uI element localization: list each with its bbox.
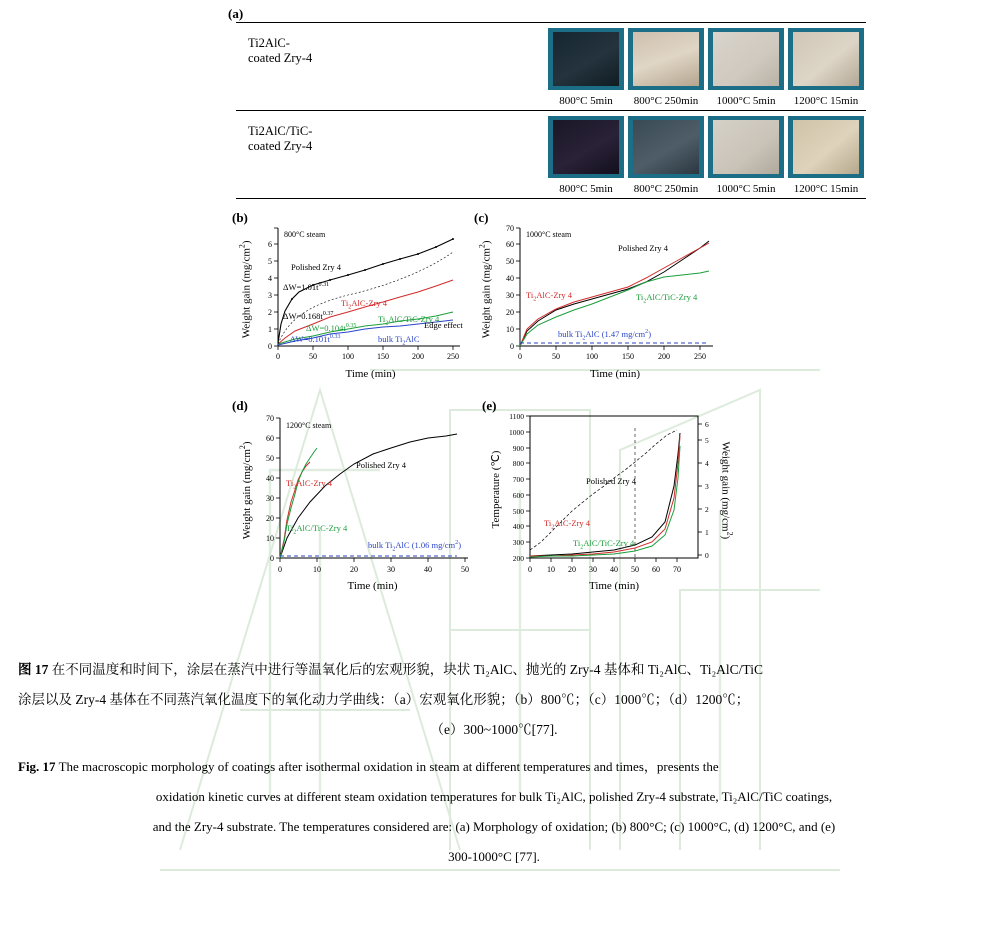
svg-text:150: 150 [622, 352, 634, 361]
chart-d-svg [228, 398, 478, 596]
svg-text:200: 200 [512, 554, 524, 563]
svg-text:0: 0 [278, 565, 282, 574]
svg-text:0: 0 [276, 352, 280, 361]
caption-r1-c3: 1000°C 5min [716, 95, 776, 107]
caption-en-line2: oxidation kinetic curves at different steam oxidation temperatures for bulk Ti₂AlC, polished Zry-4 substrate, Ti₂AlC/TiC coatings, [155, 789, 833, 804]
caption-zh-line1: 图 17 在不同温度和时间下，涂层在蒸汽中进行等温氧化后的宏观形貌，块状 Ti₂AlC、抛光的 Zry-4 基体和 Ti₂AlC、Ti₂AlC/TiC [18, 662, 763, 677]
svg-text:0: 0 [270, 554, 274, 563]
svg-text:0: 0 [518, 352, 522, 361]
svg-text:0: 0 [268, 342, 272, 351]
svg-text:300: 300 [512, 538, 524, 547]
axis-x-b: Time (min) [345, 368, 396, 380]
svg-text:250: 250 [447, 352, 459, 361]
svg-text:6: 6 [705, 420, 709, 429]
panel-d-tag: (d) [232, 398, 248, 413]
svg-text:500: 500 [512, 507, 524, 516]
svg-text:30: 30 [266, 494, 274, 503]
label-e-ti2alc: $Ti_2AlC$-Zry 4 [544, 518, 590, 531]
svg-text:1000: 1000 [509, 428, 524, 437]
panel-a-top-rule [236, 22, 866, 23]
label-d-ti2alc: $Ti_2AlC$-Zry 4 [286, 478, 332, 491]
label-e-zry4: Polished Zry 4 [586, 476, 637, 486]
svg-text:30: 30 [506, 291, 514, 300]
panel-c [468, 210, 723, 385]
svg-text:70: 70 [506, 224, 514, 233]
svg-text:10: 10 [266, 534, 274, 543]
svg-text:0: 0 [705, 551, 709, 560]
row-1-name [248, 36, 358, 66]
svg-text:900: 900 [512, 444, 524, 453]
axis-x-d: Time (min) [347, 580, 398, 592]
panel-c-tag: (c) [474, 210, 489, 225]
row-1-captions [548, 95, 864, 107]
caption-r1-c1: 800°C 5min [559, 95, 613, 107]
svg-text:2: 2 [268, 308, 272, 317]
row-2-captions [548, 183, 864, 195]
label-b-bulk: bulk $Ti_2AlC$ [378, 334, 420, 347]
svg-text:50: 50 [309, 352, 317, 361]
caption-r2-c2: 800°C 250min [633, 183, 699, 195]
svg-text:100: 100 [342, 352, 354, 361]
thumbnail-1200c-15min-ti2alc-tic [788, 116, 864, 178]
svg-text:70: 70 [673, 565, 681, 574]
label-b-ti2alc: $Ti_2AlC$-Zry 4 [341, 298, 387, 311]
svg-text:30: 30 [589, 565, 597, 574]
svg-text:250: 250 [694, 352, 706, 361]
label-b-eq2: $\Delta W=0.168t^{0.37}$ [283, 311, 334, 321]
svg-text:1: 1 [268, 325, 272, 334]
caption-r2-c4: 1200°C 15min [793, 183, 859, 195]
caption-r2-c3: 1000°C 5min [716, 183, 776, 195]
chart-e-svg [478, 398, 748, 596]
svg-text:6: 6 [268, 240, 272, 249]
svg-text:5: 5 [705, 436, 709, 445]
panel-a [228, 4, 868, 204]
svg-text:50: 50 [506, 257, 514, 266]
svg-text:3: 3 [705, 482, 709, 491]
row-2-thumbnails [548, 116, 864, 178]
panel-b-tag: (b) [232, 210, 248, 225]
svg-text:1: 1 [705, 528, 709, 537]
svg-text:200: 200 [412, 352, 424, 361]
svg-text:100: 100 [586, 352, 598, 361]
svg-text:10: 10 [313, 565, 321, 574]
thumbnail-800c-5min-ti2alc [548, 28, 624, 90]
svg-text:50: 50 [266, 454, 274, 463]
svg-text:800°C steam: 800°C steam [284, 230, 326, 239]
axis-y2-e: Weight gain $(mg/cm^2)$ [719, 441, 735, 540]
svg-text:60: 60 [506, 240, 514, 249]
caption-chinese [18, 655, 970, 745]
panel-e [478, 398, 748, 596]
label-b-zry4: Polished Zry 4 [291, 262, 342, 272]
svg-text:60: 60 [266, 434, 274, 443]
label-e-ti2alc-tic: $Ti_2AlC/TiC$-Zry 4 [573, 538, 635, 551]
label-d-ti2alc-tic: $Ti_2AlC/TiC$-Zry 4 [286, 523, 348, 536]
label-c-zry4: Polished Zry 4 [618, 243, 669, 253]
svg-text:1200°C steam: 1200°C steam [286, 421, 332, 430]
axis-x-e: Time (min) [588, 580, 639, 592]
svg-text:50: 50 [552, 352, 560, 361]
axis-x-c: Time (min) [589, 368, 640, 380]
caption-r2-c1: 800°C 5min [559, 183, 613, 195]
row-1-name-line1: Ti2AlC- [248, 36, 290, 50]
svg-text:600: 600 [512, 491, 524, 500]
svg-text:70: 70 [266, 414, 274, 423]
label-c-bulk: bulk $Ti_2AlC$ (1.47 $mg/cm^2$) [558, 329, 652, 342]
svg-text:20: 20 [568, 565, 576, 574]
svg-text:40: 40 [266, 474, 274, 483]
row-2-name [248, 124, 368, 154]
row-1-thumbnails [548, 28, 864, 90]
thumbnail-800c-5min-ti2alc-tic [548, 116, 624, 178]
svg-text:150: 150 [377, 352, 389, 361]
svg-text:50: 50 [461, 565, 469, 574]
panel-d [228, 398, 478, 596]
svg-text:4: 4 [268, 274, 272, 283]
thumbnail-800c-250min-ti2alc-tic [628, 116, 704, 178]
row-2-name-line2: coated Zry-4 [248, 139, 313, 153]
svg-text:50: 50 [631, 565, 639, 574]
svg-text:0: 0 [528, 565, 532, 574]
svg-text:20: 20 [350, 565, 358, 574]
axis-y-e: Temperature (℃) [490, 450, 502, 529]
label-b-eq3: $\Delta W=0.104t^{0.35}$ [306, 323, 357, 333]
panel-a-tag: (a) [228, 6, 244, 21]
label-d-bulk: bulk $Ti_2AlC$ (1.06 $mg/cm^2$) [368, 540, 462, 553]
label-b-eq1: $\Delta W=1.01t^{0.31}$ [283, 282, 330, 292]
caption-r1-c4: 1200°C 15min [793, 95, 859, 107]
label-d-zry4: Polished Zry 4 [356, 460, 407, 470]
label-b-ti2alc-tic: $Ti_2AlC/TiC$-Zry 4 [378, 314, 440, 327]
axis-y-b: Weight gain $(mg/cm^2)$ [237, 240, 253, 339]
axis-y-c: Weight gain $(mg/cm^2)$ [477, 240, 493, 339]
caption-zh-line2: 涂层以及 Zry-4 基体在不同蒸汽氧化温度下的氧化动力学曲线：（a）宏观氧化形貌；（b）800℃；（c）1000℃；（d）1200℃； [18, 692, 750, 707]
panel-e-tag: (e) [482, 398, 497, 413]
panel-a-mid-rule [236, 110, 866, 111]
row-2-name-line1: Ti2AlC/TiC- [248, 124, 313, 138]
svg-text:4: 4 [705, 459, 709, 468]
svg-text:700: 700 [512, 475, 524, 484]
thumbnail-800c-250min-ti2alc [628, 28, 704, 90]
svg-text:40: 40 [424, 565, 432, 574]
label-c-ti2alc: $Ti_2AlC$-Zry 4 [526, 290, 572, 303]
caption-r1-c2: 800°C 250min [633, 95, 699, 107]
svg-text:200: 200 [658, 352, 670, 361]
svg-text:400: 400 [512, 522, 524, 531]
panel-a-bottom-rule [236, 198, 866, 199]
svg-text:5: 5 [268, 257, 272, 266]
thumbnail-1200c-15min-ti2alc [788, 28, 864, 90]
caption-en-line3: and the Zry-4 substrate. The temperatures considered are: (a) Morphology of oxidation; (b) 800°C; (c) 1000°C, (d) 1200°C, and (e) [152, 819, 836, 834]
row-1-name-line2: coated Zry-4 [248, 51, 313, 65]
thumbnail-1000c-5min-ti2alc [708, 28, 784, 90]
caption-en-line1: Fig. 17 The macroscopic morphology of coatings after isothermal oxidation in steam at different temperatures and times，presents the [18, 759, 719, 774]
caption-zh-line3: （e）300~1000℃[77]. [430, 722, 558, 737]
svg-text:10: 10 [506, 325, 514, 334]
svg-text:0: 0 [510, 342, 514, 351]
caption-en-line4: 300-1000°C [77]. [448, 849, 540, 864]
svg-text:40: 40 [506, 274, 514, 283]
thumbnail-1000c-5min-ti2alc-tic [708, 116, 784, 178]
svg-text:20: 20 [506, 308, 514, 317]
caption-english [18, 752, 970, 872]
svg-text:40: 40 [610, 565, 618, 574]
svg-text:30: 30 [387, 565, 395, 574]
svg-text:1100: 1100 [509, 412, 524, 421]
svg-text:800: 800 [512, 459, 524, 468]
svg-text:20: 20 [266, 514, 274, 523]
axis-y-d: Weight gain $(mg/cm^2)$ [238, 441, 253, 540]
svg-text:1000°C steam: 1000°C steam [526, 230, 572, 239]
svg-text:3: 3 [268, 291, 272, 300]
panel-b [228, 210, 468, 385]
svg-text:60: 60 [652, 565, 660, 574]
label-c-ti2alc-tic: $Ti_2AlC/TiC$-Zry 4 [636, 292, 698, 305]
label-b-edge-effect: Edge effect [424, 320, 463, 330]
svg-text:2: 2 [705, 505, 709, 514]
svg-text:10: 10 [547, 565, 555, 574]
label-b-eq4: $\Delta W=0.101t^{0.33}$ [290, 334, 341, 344]
